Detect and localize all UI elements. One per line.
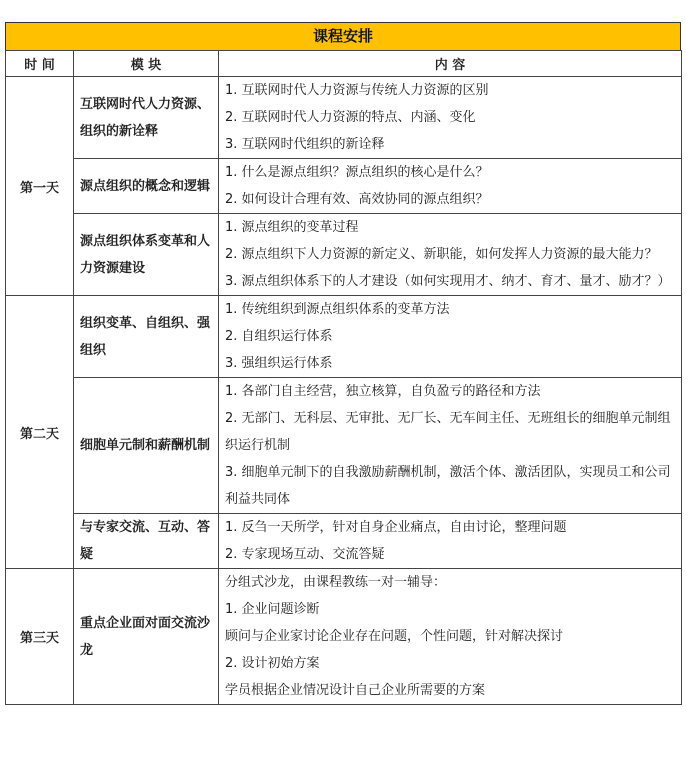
content-line: 1. 源点组织的变革过程 <box>225 220 359 235</box>
content-line: 学员根据企业情况设计自己企业所需要的方案 <box>225 683 486 698</box>
content-line: 3. 源点组织体系下的人才建设（如何实现用才、纳才、育才、量才、励才？） <box>225 274 671 289</box>
module-content <box>219 296 682 378</box>
table-row <box>6 296 682 378</box>
module-name: 重点企业面对面交流沙龙 <box>74 569 219 705</box>
module-content <box>219 514 682 569</box>
table-row <box>6 569 682 705</box>
table-row <box>6 77 682 159</box>
header-module: 模 块 <box>74 51 219 77</box>
module-content <box>219 77 682 159</box>
table-row <box>6 378 682 514</box>
content-line: 1. 互联网时代人力资源与传统人力资源的区别 <box>225 83 489 98</box>
content-line: 2. 源点组织下人力资源的新定义、新职能，如何发挥人力资源的最大能力？ <box>225 247 658 262</box>
content-line: 1. 什么是源点组织？源点组织的核心是什么？ <box>225 165 489 180</box>
schedule-sheet <box>5 22 681 705</box>
content-line: 2. 专家现场互动、交流答疑 <box>225 547 385 562</box>
table-row <box>6 514 682 569</box>
content-line: 3. 细胞单元制下的自我激励薪酬机制，激活个体、激活团队，实现员工和公司利益共同体 <box>225 465 671 507</box>
module-name: 源点组织的概念和逻辑 <box>74 159 219 214</box>
content-line: 2. 无部门、无科层、无审批、无厂长、无车间主任、无班组长的细胞单元制组织运行机制 <box>225 411 671 453</box>
table-row <box>6 159 682 214</box>
header-content: 内 容 <box>219 51 682 77</box>
content-line: 3. 强组织运行体系 <box>225 356 333 371</box>
content-line: 分组式沙龙，由课程教练一对一辅导： <box>225 575 447 590</box>
header-row <box>6 51 682 77</box>
module-name: 互联网时代人力资源、组织的新诠释 <box>74 77 219 159</box>
content-line: 2. 互联网时代人力资源的特点、内涵、变化 <box>225 110 476 125</box>
module-name: 组织变革、自组织、强组织 <box>74 296 219 378</box>
content-line: 2. 设计初始方案 <box>225 656 320 671</box>
content-line: 1. 反刍一天所学，针对自身企业痛点，自由讨论，整理问题 <box>225 520 567 535</box>
header-time: 时 间 <box>6 51 74 77</box>
module-name: 源点组织体系变革和人力资源建设 <box>74 214 219 296</box>
module-content <box>219 159 682 214</box>
module-content <box>219 378 682 514</box>
day-label: 第一天 <box>6 77 74 296</box>
content-line: 3. 互联网时代组织的新诠释 <box>225 137 385 152</box>
module-name: 与专家交流、互动、答疑 <box>74 514 219 569</box>
module-content <box>219 214 682 296</box>
content-line: 顾问与企业家讨论企业存在问题，个性问题，针对解决探讨 <box>225 629 564 644</box>
day-label: 第二天 <box>6 296 74 569</box>
content-line: 1. 企业问题诊断 <box>225 602 320 617</box>
module-content <box>219 569 682 705</box>
table-row <box>6 214 682 296</box>
content-line: 1. 传统组织到源点组织体系的变革方法 <box>225 302 450 317</box>
module-name: 细胞单元制和薪酬机制 <box>74 378 219 514</box>
content-line: 2. 如何设计合理有效、高效协同的源点组织？ <box>225 192 489 207</box>
content-line: 1. 各部门自主经营，独立核算，自负盈亏的路径和方法 <box>225 384 541 399</box>
content-line: 2. 自组织运行体系 <box>225 329 333 344</box>
schedule-table <box>5 50 682 705</box>
day-label: 第三天 <box>6 569 74 705</box>
schedule-title: 课程安排 <box>5 22 681 51</box>
